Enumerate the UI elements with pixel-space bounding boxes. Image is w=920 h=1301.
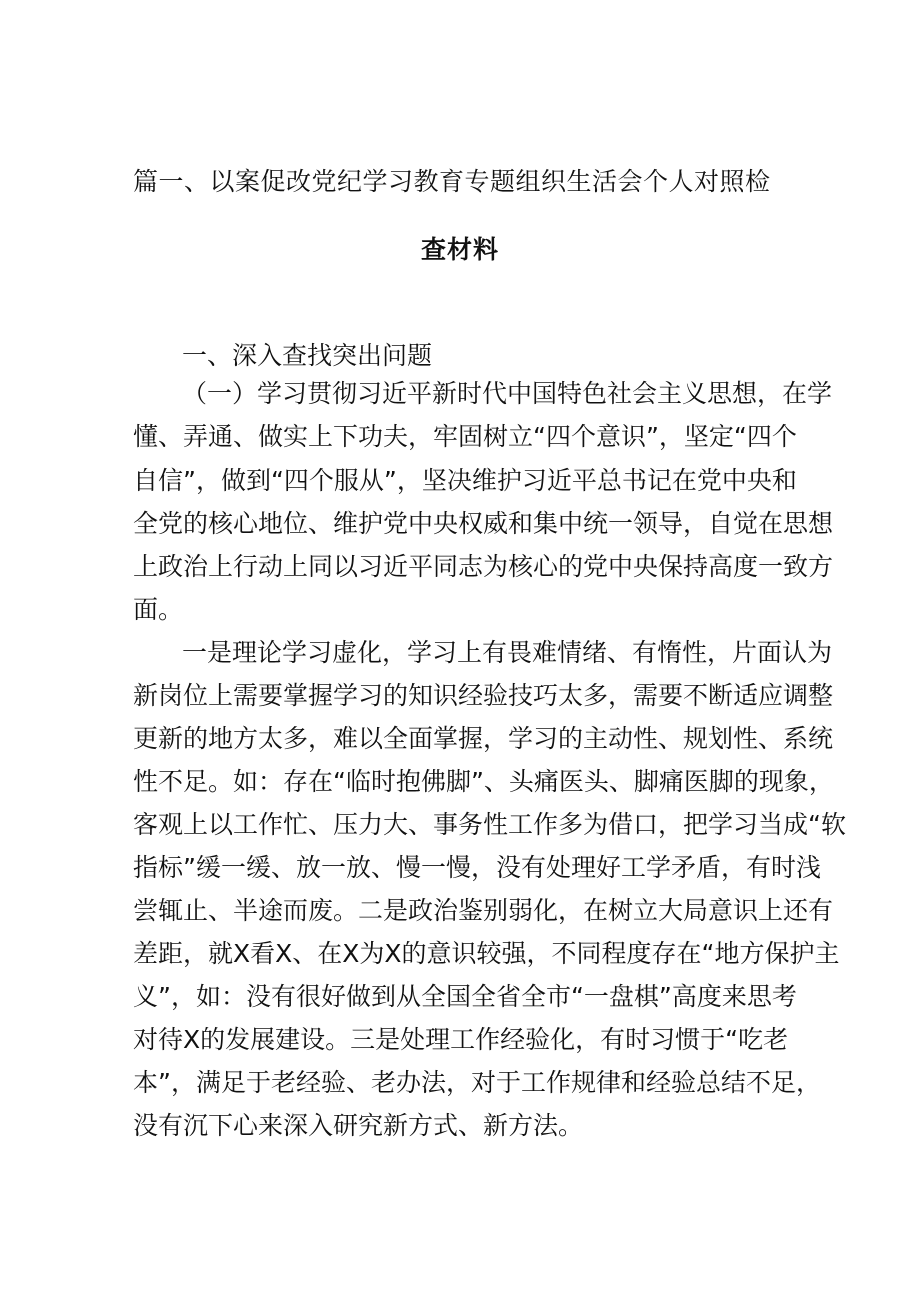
paragraph-2-line: 对待X的发展建设。三是处理工作经验化，有时习惯于“吃老: [133, 1025, 789, 1054]
paragraph-1-line: 自信”，做到“四个服从”，坚决维护习近平总书记在党中央和: [133, 466, 797, 495]
paragraph-2-line: 新岗位上需要掌握学习的知识经验技巧太多，需要不断适应调整: [133, 681, 834, 710]
paragraph-2-line: 一是理论学习虚化，学习上有畏难情绪、有惰性，片面认为: [182, 638, 833, 667]
paragraph-1-line: 上政治上行动上同以习近平同志为核心的党中央保持高度一致方: [133, 552, 834, 581]
paragraph-1-line: 面。: [133, 595, 184, 624]
paragraph-2-line: 更新的地方太多，难以全面掌握，学习的主动性、规划性、系统: [133, 724, 834, 753]
paragraph-1-line: （一）学习贯彻习近平新时代中国特色社会主义思想，在学: [182, 379, 833, 408]
paragraph-2-line: 差距，就X看X、在X为X的意识较强，不同程度存在“地方保护主: [133, 939, 840, 968]
section-heading: 一、深入查找突出问题: [182, 341, 433, 370]
paragraph-1-line: 全党的核心地位、维护党中央权威和集中统一领导，自觉在思想: [133, 509, 834, 538]
paragraph-2-line: 指标”缓一缓、放一放、慢一慢，没有处理好工学矛盾，有时浅: [133, 853, 821, 882]
paragraph-2-line: 义”，如：没有很好做到从全国全省全市“一盘棋”高度来思考: [133, 982, 797, 1011]
paragraph-2-line: 性不足。如：存在“临时抱佛脚”、头痛医头、脚痛医脚的现象，: [133, 767, 834, 796]
paragraph-2-line: 没有沉下心来深入研究新方式、新方法。: [133, 1111, 584, 1140]
paragraph-1-line: 懂、弄通、做实上下功夫，牢固树立“四个意识”，坚定“四个: [133, 422, 797, 451]
paragraph-2-line: 本”，满足于老经验、老办法，对于工作规律和经验总结不足，: [133, 1068, 821, 1097]
document-title-line-1: 篇一、以案促改党纪学习教育专题组织生活会个人对照检: [133, 167, 771, 196]
paragraph-2-line: 尝辄止、半途而废。二是政治鉴别弱化，在树立大局意识上还有: [133, 896, 834, 925]
document-title-line-2: 查材料: [420, 235, 499, 264]
paragraph-2-line: 客观上以工作忙、压力大、事务性工作多为借口，把学习当成“软: [133, 810, 846, 839]
